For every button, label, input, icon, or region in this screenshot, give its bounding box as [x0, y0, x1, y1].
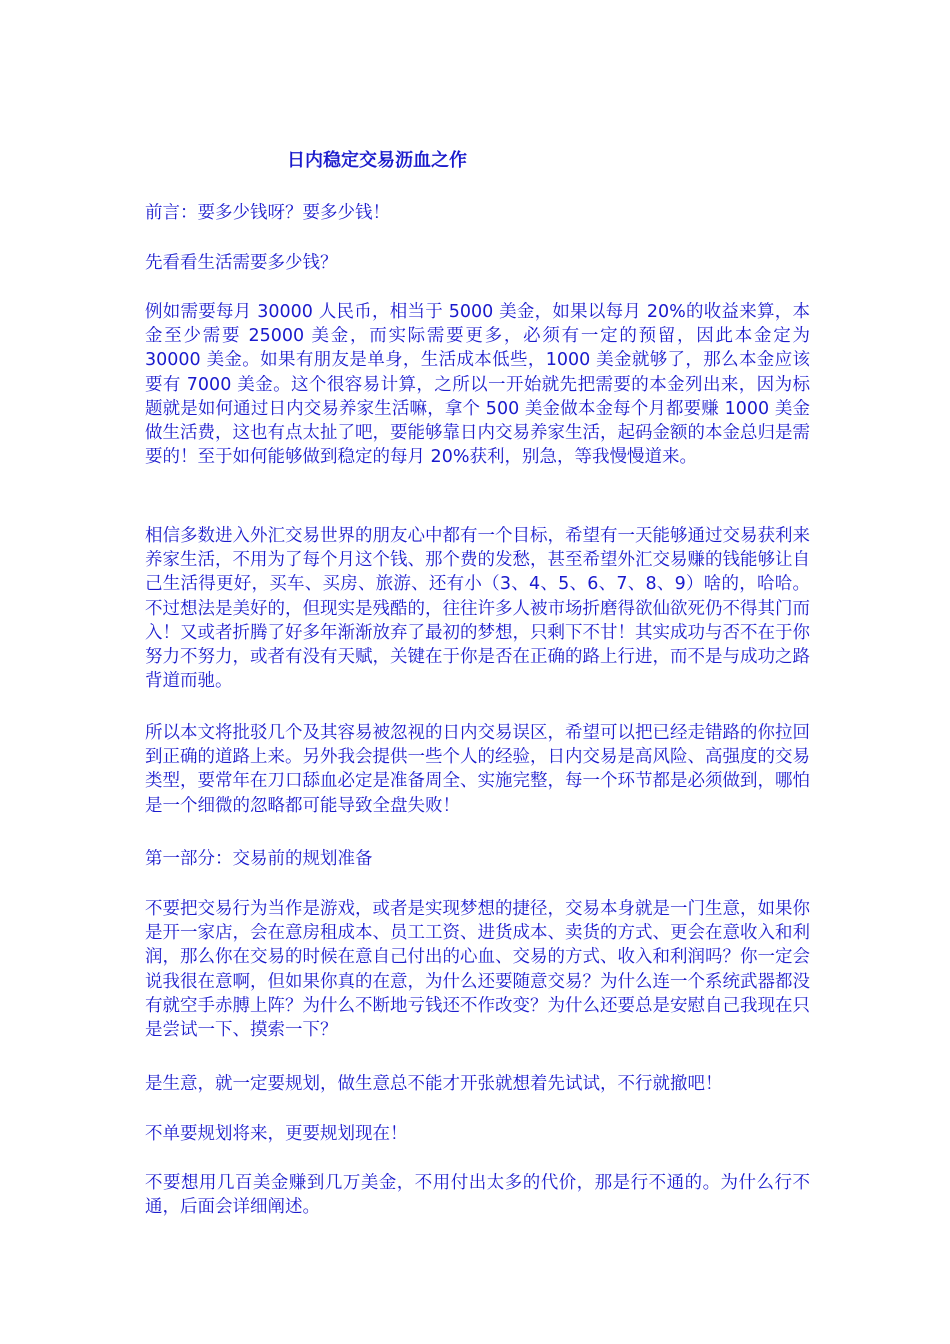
document-title: 日内稳定交易沥血之作 [287, 150, 467, 171]
paragraph-preface: 前言：要多少钱呀？要多少钱！ [145, 203, 390, 223]
paragraph-goal: 相信多数进入外汇交易世界的朋友心中都有一个目标，希望有一天能够通过交易获利来养家生活，不用为了每个月这个钱、那个费的发愁，甚至希望外汇交易赚的钱能够让自己生活得更好，买车、买房、旅游、还有小（3、4、5、6、7、8、9）啥的，哈哈。不过想法是美好的，但现实是残酷的，往往许多人被市场折磨得欲仙欲死仍不得其门而入！又或者折腾了好多年渐渐放弃了最初的梦想，只剩下不甘！其实成功与否不在于你努力不努力，或者有没有天赋，关键在于你是否在正确的路上行进，而不是与成功之路背道而驰。 [145, 526, 810, 692]
paragraph-plan-now: 不单要规划将来，更要规划现在！ [145, 1124, 408, 1144]
paragraph-warning: 不要想用几百美金赚到几万美金，不用付出太多的代价，那是行不通的。为什么行不通，后面会详细阐述。 [145, 1173, 810, 1218]
paragraph-question: 先看看生活需要多少钱？ [145, 253, 338, 273]
paragraph-example: 例如需要每月 30000 人民币，相当于 5000 美金，如果以每月 20%的收益来算，本金至少需要 25000 美金，而实际需要更多，必须有一定的预留，因此本金定为 30000 美金。如果有朋友是单身，生活成本低些，1000 美金就够了，那么本金应该要有 7000 美金。这个很容易计算，之所以一开始就先把需要的本金列出来，因为标题就是如何通过日内交易养家生活嘛，拿个 500 美金做本金每个月都要赚 1000 美金做生活费，这也有点太扯了吧，要能够靠日内交易养家生活，起码金额的本金总归是需要的！至于如何能够做到稳定的每月 20%获利，别急，等我慢慢道来。 [145, 302, 810, 468]
section-heading-part-one: 第一部分：交易前的规划准备 [145, 849, 373, 869]
paragraph-purpose: 所以本文将批驳几个及其容易被忽视的日内交易误区，希望可以把已经走错路的你拉回到正确的道路上来。另外我会提供一些个人的经验，日内交易是高风险、高强度的交易类型，要常年在刀口舔血必定是准备周全、实施完整，每一个环节都是必须做到，哪怕是一个细微的忽略都可能导致全盘失败！ [145, 723, 810, 816]
paragraph-plan: 是生意，就一定要规划，做生意总不能才开张就想着先试试，不行就撤吧！ [145, 1074, 723, 1094]
paragraph-business: 不要把交易行为当作是游戏，或者是实现梦想的捷径，交易本身就是一门生意，如果你是开一家店，会在意房租成本、员工工资、进货成本、卖货的方式、更会在意收入和利润，那么你在交易的时候在意自己付出的心血、交易的方式、收入和利润吗？你一定会说我很在意啊，但如果你真的在意，为什么还要随意交易？为什么连一个系统武器都没有就空手赤膊上阵？为什么不断地亏钱还不作改变？为什么还要总是安慰自己我现在只是尝试一下、摸索一下？ [145, 899, 810, 1041]
